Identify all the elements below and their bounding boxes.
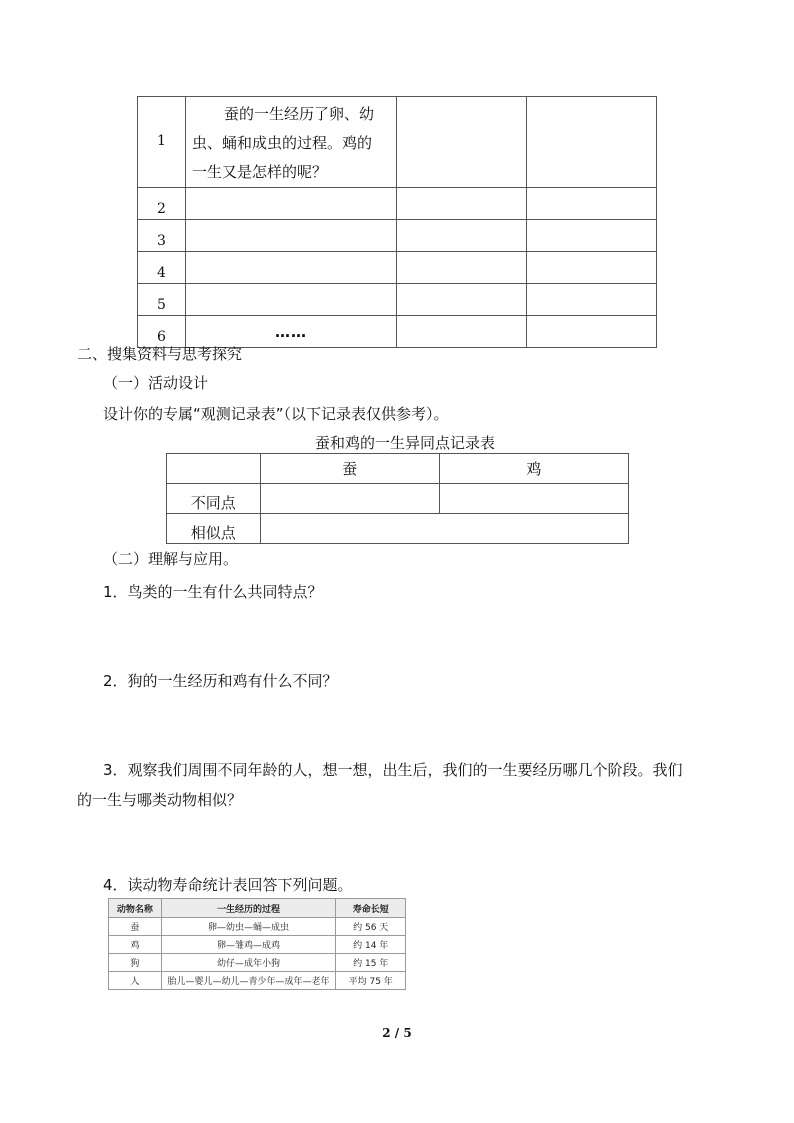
table-row	[109, 972, 406, 990]
cell-process: 胎儿—婴儿—幼儿—青少年—成年—老年	[161, 972, 336, 990]
cell-animal: 蚕	[109, 918, 162, 936]
blank-cell[interactable]	[260, 514, 628, 544]
cell-lifespan: 约 14 年	[336, 936, 406, 954]
table-row	[138, 97, 657, 188]
question-1: 1．鸟类的一生有什么共同特点？	[103, 583, 323, 601]
blank-cell[interactable]	[397, 97, 527, 188]
ellipsis-cell: ……	[186, 316, 397, 348]
row-number: 4	[138, 252, 186, 284]
subsection-heading: （一）活动设计	[103, 374, 209, 392]
row-number: 5	[138, 284, 186, 316]
row-number: 1	[138, 97, 186, 188]
table-row	[138, 316, 657, 348]
cell-process: 卵—雏鸡—成鸡	[161, 936, 336, 954]
header-animal: 动物名称	[109, 899, 162, 918]
blank-cell[interactable]	[260, 484, 439, 514]
cell-lifespan: 平均 75 年	[336, 972, 406, 990]
cell-animal: 狗	[109, 954, 162, 972]
blank-cell[interactable]	[527, 252, 657, 284]
cell-animal: 人	[109, 972, 162, 990]
question-3-line2: 的一生与哪类动物相似？	[77, 791, 243, 809]
row-number: 2	[138, 188, 186, 220]
cell-animal: 鸡	[109, 936, 162, 954]
corner-cell	[167, 454, 261, 484]
blank-cell[interactable]	[527, 97, 657, 188]
blank-cell[interactable]	[186, 284, 397, 316]
blank-cell[interactable]	[527, 220, 657, 252]
row1-line3: 一生又是怎样的呢？	[192, 162, 328, 181]
compare-table	[166, 453, 629, 544]
question-2: 2．狗的一生经历和鸡有什么不同？	[103, 672, 338, 690]
cell-lifespan: 约 15 年	[336, 954, 406, 972]
table-header-row	[109, 899, 406, 918]
blank-cell[interactable]	[527, 316, 657, 348]
table-row	[167, 484, 629, 514]
header-process: 一生经历的过程	[161, 899, 336, 918]
header-lifespan: 寿命长短	[336, 899, 406, 918]
page-number: 2 / 5	[382, 1026, 412, 1040]
blank-cell[interactable]	[397, 284, 527, 316]
lifespan-table	[108, 898, 406, 990]
blank-cell[interactable]	[527, 188, 657, 220]
activity-instruction: 设计你的专属“观测记录表”（以下记录表仅供参考）。	[103, 405, 449, 423]
cell-process: 幼仔—成年小狗	[161, 954, 336, 972]
row-text-cell	[186, 97, 397, 188]
cell-lifespan: 约 56 天	[336, 918, 406, 936]
row1-line1: 蚕的一生经历了卵、幼	[224, 104, 375, 123]
table-row	[138, 188, 657, 220]
row-number: 3	[138, 220, 186, 252]
blank-cell[interactable]	[397, 252, 527, 284]
table-row	[109, 954, 406, 972]
compare-table-title: 蚕和鸡的一生异同点记录表	[315, 434, 496, 452]
blank-cell[interactable]	[397, 220, 527, 252]
blank-cell[interactable]	[186, 252, 397, 284]
table-row	[138, 220, 657, 252]
table-row	[167, 454, 629, 484]
blank-cell[interactable]	[186, 188, 397, 220]
row1-line2: 虫、蛹和成虫的过程。鸡的	[192, 133, 373, 152]
table-row	[109, 936, 406, 954]
row-label-differences: 不同点	[167, 484, 261, 514]
blank-cell[interactable]	[186, 220, 397, 252]
question-4: 4．读动物寿命统计表回答下列问题。	[103, 876, 353, 894]
table-row	[109, 918, 406, 936]
observation-table	[137, 96, 657, 348]
blank-cell[interactable]	[439, 484, 628, 514]
table-row	[167, 514, 629, 544]
blank-cell[interactable]	[527, 284, 657, 316]
section-heading: 二、搜集资料与思考探究	[77, 345, 243, 363]
header-chicken: 鸡	[439, 454, 628, 484]
row-number: 6	[138, 316, 186, 348]
header-silkworm: 蚕	[260, 454, 439, 484]
subsection-heading: （二）理解与应用。	[103, 550, 239, 568]
table-row	[138, 284, 657, 316]
row-label-similarities: 相似点	[167, 514, 261, 544]
table-row	[138, 252, 657, 284]
blank-cell[interactable]	[397, 188, 527, 220]
cell-process: 卵—幼虫—蛹—成虫	[161, 918, 336, 936]
question-3-line1: 3．观察我们周围不同年龄的人，想一想，出生后，我们的一生要经历哪几个阶段。我们	[103, 761, 683, 779]
blank-cell[interactable]	[397, 316, 527, 348]
